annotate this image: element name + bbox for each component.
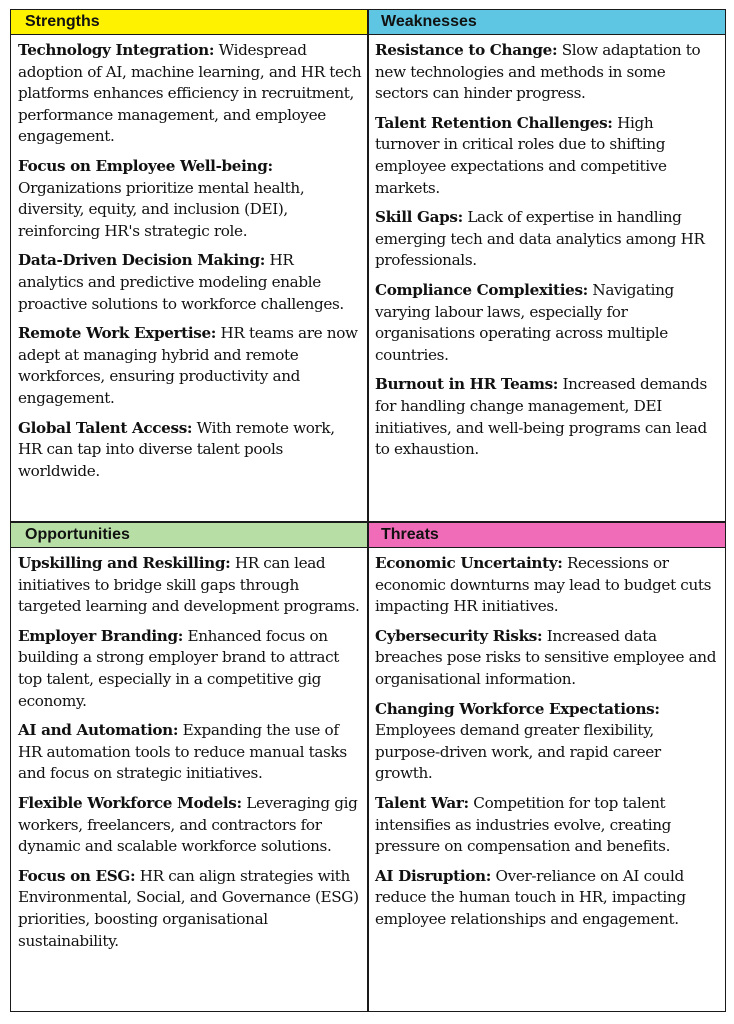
item-heading: Focus on ESG:	[18, 866, 136, 885]
list-item	[18, 553, 363, 618]
item-heading: Global Talent Access:	[18, 418, 193, 437]
item-text: Increased demands for handling change management, DEI initiatives, and well-being programs can lead to exhaustion.	[375, 375, 707, 459]
list-item	[375, 553, 721, 618]
list-item	[375, 626, 721, 691]
item-text: HR can lead initiatives to bridge skill gaps through targeted learning and development programs.	[18, 554, 360, 616]
threats-list	[369, 548, 725, 931]
item-heading: Focus on Employee Well-being:	[18, 156, 273, 175]
opportunities-header: Opportunities	[11, 523, 367, 548]
list-item	[18, 323, 363, 409]
item-heading: Talent Retention Challenges:	[375, 113, 613, 132]
strengths-header: Strengths	[11, 10, 367, 35]
item-text: Lack of expertise in handling emerging tech and data analytics among HR professionals.	[375, 208, 705, 270]
item-text: Enhanced focus on building a strong employer brand to attract top talent, especially in a competitive gig economy.	[18, 626, 339, 710]
swot-table	[10, 9, 726, 1012]
item-text: Expanding the use of HR automation tools to reduce manual tasks and focus on strategic initiatives.	[18, 721, 347, 783]
item-heading: Data-Driven Decision Making:	[18, 251, 265, 270]
weaknesses-quadrant	[369, 10, 725, 521]
list-item	[18, 418, 363, 483]
list-item	[18, 626, 363, 712]
weaknesses-header: Weaknesses	[369, 10, 725, 35]
list-item	[375, 699, 721, 785]
item-text: Slow adaptation to new technologies and methods in some sectors can hinder progress.	[375, 41, 701, 103]
list-item	[375, 374, 721, 460]
item-text: Widespread adoption of AI, machine learning, and HR tech platforms enhances efficiency in recruitment, performance management, and employee engagement.	[18, 41, 362, 146]
item-heading: AI Disruption:	[375, 866, 491, 885]
list-item	[375, 113, 721, 199]
item-heading: Compliance Complexities:	[375, 280, 588, 299]
list-item	[18, 866, 363, 952]
item-heading: Upskilling and Reskilling:	[18, 554, 231, 572]
threats-header: Threats	[369, 523, 725, 548]
item-text: With remote work, HR can tap into diverse talent pools worldwide.	[18, 418, 335, 480]
threats-quadrant	[369, 523, 725, 1011]
item-text: Competition for top talent intensifies as industries evolve, creating pressure on compensation and benefits.	[375, 793, 672, 856]
list-item	[18, 793, 363, 858]
item-heading: Resistance to Change:	[375, 41, 558, 59]
item-heading: Technology Integration:	[18, 41, 215, 59]
item-heading: Remote Work Expertise:	[18, 324, 217, 343]
list-item	[375, 207, 721, 272]
item-text: HR can align strategies with Environmental, Social, and Governance (ESG) priorities, boosting organisational sustainability.	[18, 866, 359, 950]
weaknesses-list	[369, 35, 725, 461]
item-heading: Skill Gaps:	[375, 208, 463, 227]
item-heading: Flexible Workforce Models:	[18, 793, 242, 812]
list-item	[18, 250, 363, 315]
opportunities-quadrant	[11, 523, 367, 1011]
strengths-list	[11, 35, 367, 482]
item-text: High turnover in critical roles due to shifting employee expectations and competitive markets.	[375, 113, 667, 197]
item-heading: Economic Uncertainty:	[375, 554, 563, 572]
item-heading: AI and Automation:	[18, 721, 179, 740]
item-text: Organizations prioritize mental health, diversity, equity, and inclusion (DEI), reinforcing HR's strategic role.	[18, 178, 305, 240]
item-text: Navigating varying labour laws, especially for organisations operating across multiple countries.	[375, 280, 674, 364]
list-item	[375, 280, 721, 366]
list-item	[375, 866, 721, 931]
item-heading: Cybersecurity Risks:	[375, 626, 543, 645]
item-text: Employees demand greater flexibility, purpose-driven work, and rapid career growth.	[375, 721, 661, 783]
item-text: HR analytics and predictive modeling enable proactive solutions to workforce challenges.	[18, 251, 344, 313]
item-text: Over-reliance on AI could reduce the human touch in HR, impacting employee relationships and engagement.	[375, 866, 686, 928]
item-heading: Talent War:	[375, 793, 469, 812]
list-item	[18, 156, 363, 242]
list-item	[18, 720, 363, 785]
list-item	[375, 40, 721, 105]
item-heading: Changing Workforce Expectations:	[375, 699, 660, 718]
item-text: Recessions or economic downturns may lead to budget cuts impacting HR initiatives.	[375, 554, 712, 616]
list-item	[375, 793, 721, 858]
item-heading: Burnout in HR Teams:	[375, 375, 559, 394]
item-heading: Employer Branding:	[18, 626, 184, 645]
list-item	[18, 40, 363, 148]
item-text: Leveraging gig workers, freelancers, and contractors for dynamic and scalable workforce solutions.	[18, 793, 358, 856]
strengths-quadrant	[11, 10, 367, 521]
item-text: HR teams are now adept at managing hybrid and remote workforces, ensuring productivity and engagement.	[18, 324, 358, 407]
item-text: Increased data breaches pose risks to sensitive employee and organisational information.	[375, 626, 717, 688]
opportunities-list	[11, 548, 367, 952]
